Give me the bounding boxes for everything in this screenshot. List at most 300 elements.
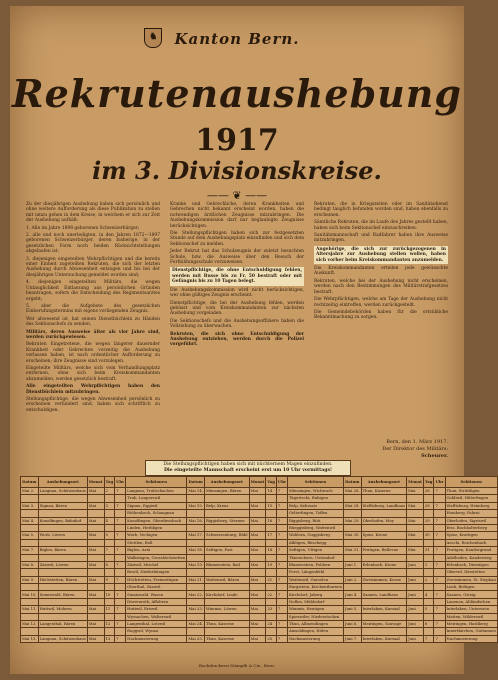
table-cell: Mai	[87, 517, 104, 524]
table-cell	[87, 510, 104, 517]
table-cell	[423, 495, 434, 502]
table-cell	[104, 628, 115, 635]
table-cell: Juni	[407, 576, 424, 583]
table-row	[21, 628, 498, 635]
table-cell: Homberg, Fahrni	[445, 510, 497, 517]
table-cell	[38, 598, 87, 605]
table-cell	[361, 524, 407, 531]
table-cell: Mai	[87, 561, 104, 568]
table-cell: Frutigen, Bellevue	[361, 547, 407, 554]
table-cell: 16	[266, 517, 277, 524]
table-cell: 13	[104, 635, 115, 642]
table-cell	[115, 584, 126, 591]
table-cell	[249, 495, 266, 502]
table-cell: Mai 19.	[188, 561, 203, 567]
table-cell: 10	[104, 591, 115, 598]
table-cell	[361, 495, 407, 502]
table-cell: Goldiwil, Hilterfingen	[445, 495, 497, 502]
table-cell	[276, 495, 287, 502]
schedule-header-cell: Tag	[104, 477, 115, 488]
table-cell	[249, 628, 266, 635]
paragraph: Kranke und Gebrechliche, deren Krankheiten und Gebrechen nicht bekannt erscheint worden, haben die notwendigen ärztlichen Zeugnisse mitzubringen. Die Aushebungskommission darf nur beglaubigte Zeugnisse berücksichtigen.	[170, 202, 304, 229]
table-cell: 7	[276, 532, 287, 539]
table-cell	[204, 495, 249, 502]
table-cell: Wimmis, Löwen	[204, 606, 249, 613]
table-cell: Mai 29.	[344, 517, 360, 523]
table-cell	[38, 554, 87, 561]
table-cell: Juni	[407, 606, 424, 613]
schedule-header-cell: Datum	[343, 477, 361, 488]
table-cell: Forst, Längenbühl	[287, 569, 343, 576]
table-cell: 17	[266, 532, 277, 539]
table-cell: Thun, Strättligen	[445, 488, 497, 495]
table-cell: Meiringen, Sauvage	[361, 621, 407, 628]
table-cell: 7	[434, 561, 445, 568]
table-cell	[249, 613, 266, 620]
table-cell: Lenk, Boltigen	[445, 584, 497, 591]
table-cell	[423, 613, 434, 620]
table-cell: Meiringen, Hasliberg	[445, 621, 497, 628]
table-cell: 7	[276, 576, 287, 583]
schedule-header-cell: Datum	[21, 477, 39, 488]
schedule-header-cell: Monat	[249, 477, 266, 488]
table-cell	[434, 584, 445, 591]
table-cell: Mai	[87, 621, 104, 628]
table-cell	[115, 524, 126, 531]
table-cell	[434, 628, 445, 635]
table-cell: Signau, Bären	[38, 502, 87, 509]
table-cell: Walkringen, Grosshöchstetten	[127, 554, 186, 560]
table-cell	[187, 510, 205, 517]
table-cell: Mai 21.	[188, 576, 203, 582]
table-cell	[423, 584, 434, 591]
table-cell: Mai 2.	[21, 488, 39, 495]
table-cell	[266, 554, 277, 561]
table-cell: Zäziwil, Löwen	[38, 561, 87, 568]
table-cell: Wattenwil, Bären	[204, 576, 249, 583]
table-cell: Mai 17.	[188, 532, 203, 538]
table-cell: Thun, Kaserne	[204, 621, 249, 628]
table-row	[21, 576, 498, 583]
table-cell: Sumiswald, Bären	[38, 591, 87, 598]
table-cell: Stettlen, Boll	[126, 539, 187, 546]
table-cell: 4	[104, 517, 115, 524]
table-cell	[21, 584, 39, 591]
table-cell: Saanen, Gsteig	[445, 591, 497, 598]
paragraph: Militärs, deren Ausweise älter als vier Jahre sind, werden zurückgewiesen.	[26, 329, 160, 340]
paragraph: Stellungspflichtige, die wegen Abwesenheit persönlich zu erscheinen verhindert sind, haben sich schriftlich zu entschuldigen.	[26, 397, 160, 413]
paragraph: Die Wehrpflichtigen, welche am Tage der Aushebung nicht rechtzeitig eintreffen, werden zurückgestellt.	[314, 297, 448, 308]
table-cell: Seftigen, Post	[204, 547, 249, 554]
table-cell: 19	[266, 561, 277, 568]
schedule-header-cell: Tag	[423, 477, 434, 488]
schedule-header-cell: Sektionen	[287, 477, 343, 488]
table-cell	[187, 554, 205, 561]
table-cell: 26	[423, 488, 434, 495]
table-cell	[87, 613, 104, 620]
table-cell: Rüeggisberg, Wattenwil	[287, 524, 343, 531]
table-cell	[434, 569, 445, 576]
table-cell: Langenthal, Lotzwil	[126, 621, 187, 628]
table-cell	[407, 554, 424, 561]
table-cell	[104, 598, 115, 605]
table-cell: Spiez, Krone	[361, 532, 407, 539]
table-cell: Schwarzenburg, Bühl	[205, 532, 248, 538]
table-cell: Mai	[87, 635, 104, 642]
table-cell	[87, 524, 104, 531]
table-cell	[434, 598, 445, 605]
table-cell	[423, 524, 434, 531]
table-cell	[407, 628, 424, 635]
table-cell	[343, 495, 361, 502]
table-cell: 7	[115, 488, 126, 495]
table-cell: Nachmusterung	[445, 635, 497, 642]
table-cell: Gelterfingen, Toffen	[287, 510, 343, 517]
table-cell: 12	[104, 621, 115, 628]
table-cell	[407, 598, 424, 605]
table-cell: Biglen, Arni	[126, 547, 187, 554]
table-cell: Mai 8.	[21, 561, 39, 568]
paragraph: Jeder Rekrut hat das Schulzeugnis der zuletzt besuchten Schule, bzw. die Ausweise über den Besuch der Fortbildungsschule vorzuweisen.	[170, 249, 304, 266]
table-cell: 18	[266, 547, 277, 554]
paragraph: Wer abwesend ist, hat seinen Dienstbüchlein zu Händen des Sektionschefs zu senden.	[26, 316, 160, 328]
table-cell: Trub, Lauperswil	[126, 495, 187, 502]
table-cell	[38, 524, 87, 531]
table-cell: Mai 14.	[188, 488, 203, 494]
table-cell: 3	[104, 502, 115, 509]
table-cell: 2	[104, 488, 115, 495]
table-cell: Mai	[249, 488, 266, 495]
table-cell: Konolfingen, Oberdiessbach	[126, 517, 187, 524]
table-cell: Kirchdorf, Jaberg	[287, 591, 343, 598]
table-cell: Münsingen, Bären	[204, 488, 249, 495]
table-cell	[407, 510, 424, 517]
table-row	[21, 488, 498, 495]
table-cell: Wattenwil, Gurzelen	[287, 576, 343, 583]
table-cell	[343, 510, 361, 517]
table-cell	[266, 569, 277, 576]
table-cell: Huttwil, Mohren	[38, 606, 87, 613]
table-cell: Mai 28.	[344, 502, 360, 508]
table-row	[21, 598, 498, 605]
table-cell: 5	[104, 532, 115, 539]
table-cell: 30	[423, 532, 434, 539]
table-cell: Mai	[87, 502, 104, 509]
table-cell: 2	[423, 576, 434, 583]
paragraph: 1. Alle im Jahre 1898 geborenen Schweizerbürger;	[26, 225, 140, 231]
table-cell: Mai 26.	[344, 488, 360, 494]
table-cell: 31	[423, 547, 434, 554]
table-cell: Kirchdorf, Linde	[204, 591, 249, 598]
table-cell: Riggisberg, Sternen	[204, 517, 249, 524]
poster-sheet	[10, 6, 496, 674]
table-cell	[104, 539, 115, 546]
table-row	[21, 554, 498, 561]
title-year: 1917	[195, 123, 279, 158]
table-cell	[87, 495, 104, 502]
table-cell: Burgistein, Kirchenthurnen	[288, 584, 342, 590]
table-cell	[343, 598, 361, 605]
table-cell	[104, 584, 115, 591]
table-cell	[276, 628, 287, 635]
table-cell	[21, 539, 39, 546]
paragraph: Sämtliche Rekruten, die im Laufe des Jahres gestellt haben, haben sich beim Sektionschef einzuschreiben.	[314, 220, 448, 231]
table-cell	[407, 495, 424, 502]
sign-office: Der Direktor des Militärs:	[382, 446, 448, 452]
table-cell	[21, 524, 39, 531]
table-cell	[343, 569, 361, 576]
table-cell: Oberwil, Därstetten	[445, 569, 497, 576]
table-cell: Tägertschi, Rubigen	[287, 495, 343, 502]
table-cell	[266, 598, 277, 605]
table-cell: Albligen, Rüschegg	[287, 539, 343, 546]
table-cell: Erlenbach, Diemtigen	[445, 561, 497, 568]
paragraph: Die Stellungspflichtigen haben sich zur festgesetzten Stunde auf dem Aushebungsplatz einzufinden und sich dem Sektionschef zu melden.	[170, 231, 304, 247]
table-cell	[361, 613, 407, 620]
table-cell	[21, 510, 39, 517]
table-cell: 14	[266, 488, 277, 495]
table-cell	[87, 598, 104, 605]
table-cell: Mai	[249, 606, 266, 613]
signature-block	[382, 439, 448, 460]
table-cell	[249, 510, 266, 517]
table-cell: Mai	[249, 561, 266, 568]
table-cell: Roggwil, Wynau	[126, 628, 187, 635]
paragraph: Zu der diesjährigen Aushebung haben sich persönlich und ohne weitere Aufforderung als diese Publikation zu stellen mit umzu gehen in dem Kreise, in welchem er sich zur Zeit der Aushebung aufhält:	[26, 202, 160, 224]
table-cell: 5	[423, 606, 434, 613]
table-cell: Seftigen, Uttigen	[287, 547, 343, 554]
table-cell: Worb, Vechigen	[126, 532, 187, 539]
table-row	[21, 517, 498, 524]
table-cell: Erlenbach, Krone	[361, 561, 407, 568]
table-cell: Mai	[249, 502, 266, 509]
table-cell	[87, 628, 104, 635]
table-row	[21, 569, 498, 576]
page-title: Rekrutenaushebung	[12, 71, 462, 116]
table-cell: Konolfingen, Bahnhof	[38, 517, 87, 524]
table-cell: Lauenen, Abländschen	[445, 598, 497, 605]
table-cell	[21, 569, 39, 576]
table-cell	[266, 628, 277, 635]
table-cell: 8	[104, 561, 115, 568]
table-cell	[423, 628, 434, 635]
table-cell: Wahlern, Guggisberg	[287, 532, 343, 539]
table-cell: 7	[115, 591, 126, 598]
table-cell: Nachmusterung	[126, 635, 187, 642]
table-cell: 7	[115, 635, 126, 642]
text-column-2	[170, 202, 304, 460]
table-cell: 7	[434, 621, 445, 628]
table-cell: Mai 16.	[188, 517, 203, 523]
table-cell	[434, 524, 445, 531]
table-cell	[434, 539, 445, 546]
table-cell: 7	[115, 621, 126, 628]
table-cell	[104, 495, 115, 502]
table-cell: Thun, Allmendingen	[287, 621, 343, 628]
table-cell: 21	[266, 576, 277, 583]
table-cell: Mai	[407, 502, 424, 509]
table-cell: Mai	[87, 532, 104, 539]
table-cell	[204, 613, 249, 620]
table-cell: 7	[115, 532, 126, 539]
table-cell: Interlaken, Unterseen	[445, 606, 497, 613]
table-cell	[434, 510, 445, 517]
table-cell	[343, 628, 361, 635]
table-cell: Belp, Kreuz	[204, 502, 249, 509]
table-cell	[434, 554, 445, 561]
table-cell	[115, 554, 126, 561]
printer-imprint: Buchdruckerei Stämpfli & Cie., Bern.	[199, 663, 275, 668]
schedule-header-cell: Tag	[266, 477, 277, 488]
highlighted-notice: Dienstpflichtige, die ohne Entschuldigung fehlen, werden mit Busse bis zu Fr. 50 bestraft oder mit Gefängnis bis zu 10 Tagen belegt.	[172, 268, 302, 285]
table-cell	[266, 524, 277, 531]
paragraph: 5. aber die Aufgebote des gesetzlichen Einberufungstermins mit eigens vorliegenden Zeugnis.	[26, 303, 160, 315]
table-cell: Huttwil, Eriswil	[126, 606, 187, 613]
table-cell	[115, 628, 126, 635]
notice-line-2: Die eingeteilte Mannschaft erscheint erst um 10 Uhr vormittags!	[163, 468, 333, 473]
table-row	[21, 621, 498, 628]
table-cell: Mai	[249, 532, 266, 539]
table-cell: 22	[266, 591, 277, 598]
table-cell: 7	[276, 488, 287, 495]
table-cell	[115, 495, 126, 502]
table-cell: Mai 23.	[188, 606, 203, 612]
paragraph: Eingeteilte Militärs, welche sich vom Verhandlungsplatz entfernen, ohne sich beim Kreiskommandanten abzumelden, werden gesetzlich bestraft.	[26, 365, 160, 382]
table-cell	[407, 524, 424, 531]
table-cell	[187, 584, 205, 591]
table-cell: 9	[104, 576, 115, 583]
schedule-header-cell: Uhr	[434, 477, 445, 488]
table-cell: 25	[266, 635, 277, 642]
canton-name: Kanton Bern.	[174, 30, 300, 48]
table-cell: Mai	[249, 576, 266, 583]
table-cell: Mai	[87, 591, 104, 598]
table-row	[21, 591, 498, 598]
table-cell: Mai 18.	[188, 547, 203, 553]
table-cell: 29	[423, 517, 434, 524]
table-cell: Mai	[87, 547, 104, 554]
paragraph: Sanitätsmannschaft und Radfahrer haben ihre Ausweise mitzubringen.	[314, 233, 448, 244]
table-row	[21, 561, 498, 568]
table-cell: Mai 22.	[188, 591, 203, 597]
table-cell	[187, 569, 205, 576]
table-cell	[249, 539, 266, 546]
schedule-table	[20, 476, 498, 643]
table-cell: Höchstetten, Freimettigen	[126, 576, 187, 583]
table-cell: Mai 13.	[22, 635, 37, 641]
table-cell: Aeschi, Reichenbach	[445, 539, 497, 546]
table-cell: 7	[115, 576, 126, 583]
table-cell	[276, 584, 287, 591]
paragraph: Rekruten, die sich ohne Entschuldigung der Aushebung entziehen, werden durch die Polizei vorgeführt.	[170, 331, 304, 348]
table-cell	[38, 495, 87, 502]
table-cell	[21, 554, 39, 561]
sign-name: Scheurer.	[421, 453, 448, 459]
table-cell: Juni 1.	[343, 561, 361, 568]
table-cell: Mai 30.	[344, 532, 360, 538]
table-cell: 7	[115, 517, 126, 524]
table-cell: 7	[434, 635, 445, 642]
table-cell: 7	[276, 517, 287, 524]
table-cell	[266, 510, 277, 517]
table-cell: Signau, Eggiwil	[126, 502, 187, 509]
table-cell: Mai	[249, 635, 266, 642]
table-cell	[204, 598, 249, 605]
table-cell	[115, 613, 126, 620]
table-cell	[266, 613, 277, 620]
table-cell: Juni	[407, 591, 424, 598]
table-cell	[276, 598, 287, 605]
table-cell: Münsingen, Wichtrach	[287, 488, 343, 495]
schedule-header-cell: Datum	[187, 477, 205, 488]
table-cell: 7	[115, 547, 126, 554]
schedule-header-cell: Aushebungsort	[38, 477, 87, 488]
table-cell: 7	[115, 502, 126, 509]
table-cell: Noflen, Mühledorf	[287, 598, 343, 605]
text-column-1	[26, 202, 160, 460]
table-cell	[407, 584, 424, 591]
table-cell	[276, 569, 287, 576]
table-cell: Juni 5.	[343, 606, 361, 613]
table-cell: Mai 25.	[188, 635, 203, 641]
paragraph: Die Aushebungskommission wird nicht berücksichtigen, wer ohne gültiges Zeugnis erscheint.	[170, 287, 304, 299]
table-cell: Zweisimmen, Krone	[361, 576, 407, 583]
table-cell	[104, 569, 115, 576]
table-cell: Amsoldingen, Höfen	[287, 628, 343, 635]
table-cell	[249, 584, 266, 591]
table-cell	[187, 524, 205, 531]
table-cell: Mai	[407, 517, 424, 524]
schedule-header-cell: Uhr	[115, 477, 126, 488]
table-cell	[204, 510, 249, 517]
table-cell: Blumenstein, Bad	[204, 561, 249, 568]
table-cell: Nachmusterung	[287, 635, 343, 642]
table-cell: Oberthal, Zäziwil	[126, 584, 187, 591]
table-cell: Frutigen, Kandergrund	[445, 547, 497, 554]
table-row	[21, 606, 498, 613]
table-cell: Juni 7.	[343, 635, 361, 642]
table-cell: Mai	[407, 488, 424, 495]
table-cell	[276, 539, 287, 546]
table-cell	[187, 613, 205, 620]
table-cell: Adelboden, Kandersteg	[445, 554, 497, 561]
table-cell	[407, 539, 424, 546]
table-cell: 6	[423, 621, 434, 628]
table-cell	[423, 539, 434, 546]
table-cell	[21, 598, 39, 605]
table-cell: Langenthal, Bären	[38, 621, 87, 628]
table-cell: 7	[276, 621, 287, 628]
table-cell: 7	[434, 488, 445, 495]
table-cell: Mai	[249, 547, 266, 554]
table-cell	[38, 584, 87, 591]
table-cell: Riggisberg, Rüti	[287, 517, 343, 524]
table-cell: 1	[423, 561, 434, 568]
table-cell: 7	[276, 561, 287, 568]
table-cell: Blumenstein, Pohlern	[287, 561, 343, 568]
table-cell	[104, 524, 115, 531]
table-cell: Mai	[407, 547, 424, 554]
table-cell: Röthenbach, Schangnau	[126, 510, 187, 517]
table-cell	[204, 584, 249, 591]
table-cell: Thun, Kaserne	[204, 635, 249, 642]
table-cell	[187, 628, 205, 635]
table-cell	[407, 569, 424, 576]
paragraph: Rekruten Eingetretene, die wegen längerer dauernder Krankheit oder Gebrechen vorzeitig die Aushebung verlassen haben, ist nach ordentlicher Aufforderung zu erscheinen; ihre Zeugnisse sind vorzulegen.	[26, 342, 160, 364]
table-row	[21, 510, 498, 517]
table-cell	[104, 613, 115, 620]
paragraph: Die Sektionschefs und die Aushebungsoffiziere haben die Vollziehung zu überwachen.	[170, 318, 304, 330]
